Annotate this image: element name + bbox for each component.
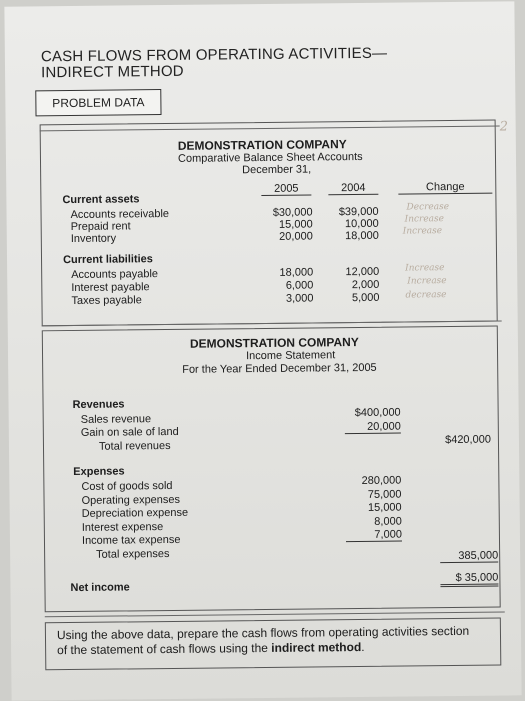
cogs-label: Cost of goods sold	[81, 479, 173, 493]
textbook-page	[4, 1, 521, 700]
sales-revenue-label: Sales revenue	[80, 413, 152, 426]
row-ar-2005: $30,000	[272, 206, 313, 219]
col-header-2005: 2005	[261, 182, 311, 196]
row-prepaid-change: Increase	[404, 214, 445, 225]
depreciation-value: 15,000	[367, 501, 402, 514]
operating-expenses-label: Operating expenses	[81, 493, 181, 507]
income-tax-value: 7,000	[346, 529, 402, 543]
net-income-label: Net income	[70, 581, 130, 595]
page-heading-line2: INDIRECT METHOD	[40, 62, 184, 82]
row-inventory-2004: 18,000	[345, 229, 379, 243]
total-revenues-value: $420,000	[444, 433, 492, 447]
page-heading-line1: CASH FLOWS FROM OPERATING ACTIVITIES—	[40, 44, 388, 66]
row-interest-payable-change: Increase	[407, 276, 447, 287]
current-assets-heading: Current assets	[62, 193, 140, 207]
row-ap-2005: 18,000	[279, 266, 314, 279]
instructions-top-rule	[45, 611, 505, 617]
row-label-ar: Accounts receivable	[70, 207, 170, 222]
row-taxes-payable-2004: 5,000	[351, 291, 380, 305]
revenues-heading: Revenues	[72, 398, 125, 411]
cogs-value: 280,000	[361, 474, 402, 487]
row-taxes-payable-2005: 3,000	[285, 292, 314, 305]
bs-subtitle: Comparative Balance Sheet Accounts	[177, 150, 363, 165]
problem-data-label: PROBLEM DATA	[35, 89, 161, 116]
instructions-method: indirect method	[271, 639, 362, 655]
row-label-taxes-payable: Taxes payable	[71, 294, 142, 308]
net-income-value: $ 35,000	[440, 572, 498, 588]
sales-revenue-value: $400,000	[354, 406, 401, 420]
col-header-2004: 2004	[328, 182, 378, 196]
current-liabilities-heading: Current liabilities	[62, 253, 153, 267]
col-header-change: Change	[398, 181, 492, 195]
bs-date: December 31,	[242, 163, 312, 177]
row-taxes-payable-change: decrease	[405, 290, 447, 301]
row-label-inventory: Inventory	[70, 232, 117, 246]
total-expenses-value: 385,000	[440, 550, 498, 564]
row-inventory-change: Increase	[402, 226, 443, 237]
interest-expense-value: 8,000	[374, 515, 402, 528]
is-subtitle: Income Statement	[245, 349, 336, 363]
row-interest-payable-2004: 2,000	[351, 278, 380, 292]
row-label-ap: Accounts payable	[71, 268, 159, 282]
row-ar-change: Decrease	[406, 202, 450, 213]
expenses-heading: Expenses	[73, 465, 125, 478]
is-company-name: DEMONSTRATION COMPANY	[189, 334, 359, 351]
row-prepaid-2004: 10,000	[344, 217, 379, 231]
depreciation-label: Depreciation expense	[81, 506, 189, 520]
row-ap-change: Increase	[405, 263, 445, 274]
row-inventory-2005: 20,000	[279, 230, 313, 243]
row-ar-2004: $39,000	[338, 205, 379, 219]
row-label-interest-payable: Interest payable	[71, 281, 150, 295]
gain-on-sale-label: Gain on sale of land	[80, 425, 179, 439]
row-ap-2004: 12,000	[345, 265, 380, 279]
row-interest-payable-2005: 6,000	[285, 279, 314, 292]
row-prepaid-2005: 15,000	[278, 218, 313, 231]
bs-company-name: DEMONSTRATION COMPANY	[177, 137, 347, 153]
instructions-line1: Using the above data, prepare the cash flows from operating activities section	[56, 623, 470, 643]
is-period: For the Year Ended December 31, 2005	[182, 361, 377, 376]
instructions-line2-text: of the statement of cash flows using the	[57, 640, 272, 658]
interest-expense-label: Interest expense	[81, 521, 164, 534]
gain-on-sale-value: 20,000	[345, 421, 401, 435]
total-revenues-label: Total revenues	[98, 439, 171, 453]
total-expenses-label: Total expenses	[96, 547, 170, 561]
row-label-prepaid: Prepaid rent	[70, 220, 131, 234]
operating-expenses-value: 75,000	[367, 488, 402, 501]
instructions-line2-end: .	[361, 639, 365, 654]
margin-mark: 2	[499, 119, 509, 135]
income-tax-label: Income tax expense	[81, 533, 181, 547]
